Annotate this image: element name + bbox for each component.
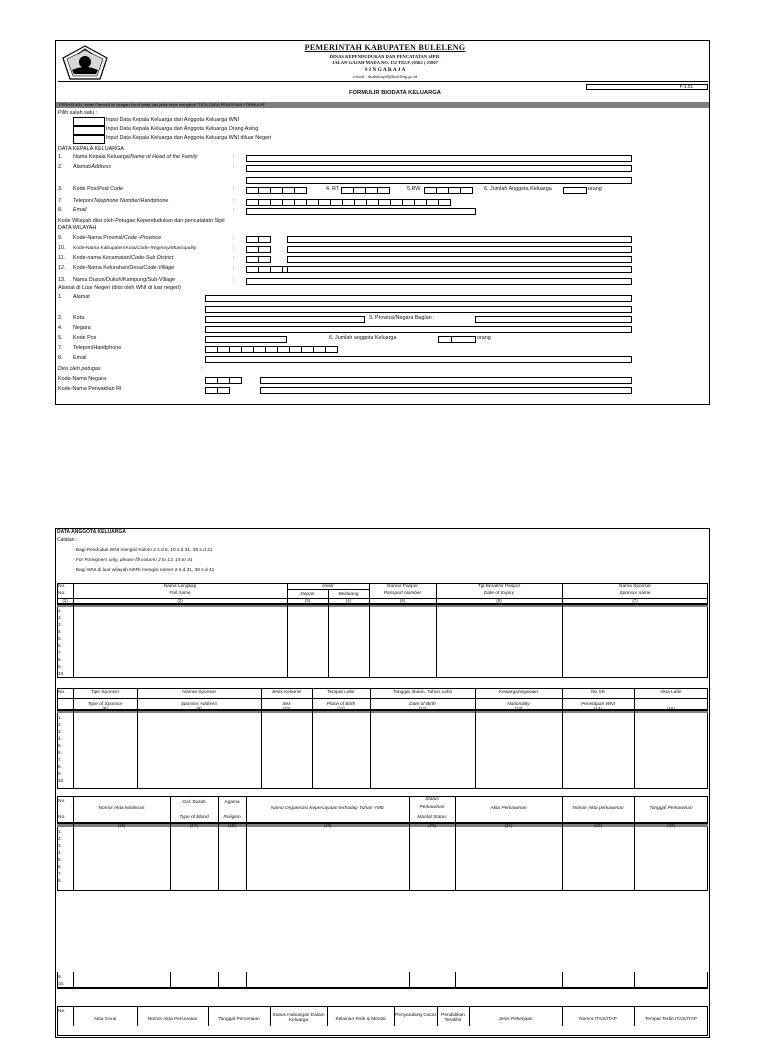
embassy-name-input[interactable] (260, 387, 632, 394)
t3-row-number: 5. (58, 857, 62, 862)
t3-col-divider (409, 796, 410, 891)
t3-h-marital: Marital Status (417, 815, 447, 820)
t4-h-tgl-cerai: Tanggal Perceraian (218, 1017, 260, 1022)
t1-row-number: 2. (58, 615, 62, 620)
field-11-label-en: Code-Sub District (131, 255, 174, 261)
t2-h-sk: No SK (591, 690, 605, 695)
t2-row-number: 8. (58, 764, 62, 769)
family-count-unit: orang (588, 186, 602, 192)
instruction-bar (56, 102, 709, 108)
t2-col-divider (634, 688, 635, 789)
ln-field-8-label: Email (73, 355, 87, 361)
ln-field-8-number: 8. (58, 355, 63, 361)
ln-phone-cells[interactable] (205, 346, 337, 353)
t2-h-jk-en: Sex (282, 702, 291, 707)
t3-row-number: 7. (58, 871, 62, 876)
t4-col-divider (562, 1006, 563, 1026)
ln-city-input[interactable] (205, 316, 365, 323)
t3-h-nomor-akta-kawin: Nomor Akta perkawinan (572, 806, 624, 811)
t3-h-no-2: No. (58, 815, 66, 820)
t3-col-divider (218, 796, 219, 891)
t3-row-number: 8. (58, 878, 62, 883)
t2-row-number: 6. (58, 750, 62, 755)
field-7-label-tail: /Handphone (139, 198, 169, 204)
t3-colnum: (20) (428, 823, 436, 828)
field-10-label-id: Kode-Nama Kabupaten/Kota/ (73, 246, 137, 251)
t2-colnum: (14) (594, 706, 602, 711)
t1-colnum: (5) (399, 598, 406, 603)
t1-h-depan: Depan (300, 592, 315, 597)
department-name: DINAS KEPENDUDUKAN DAN PENCATATAN SIPIL (329, 54, 441, 59)
field-2-number: 2. (58, 164, 63, 170)
t2-h-tipe-en: Type of Sponsor (87, 702, 123, 707)
country-code-label: Kode-Nama Negara (58, 376, 106, 382)
family-count-label: 6. Jumlah Anggota Keluarga (484, 186, 552, 192)
ln-province-label: 3. Provinsi/Negara Bagian : (369, 315, 435, 321)
t4-h-pendidikan: Pendidikan Terakhir (441, 1013, 465, 1023)
field-9-label-id: Kode-Nama Provinsi/ (73, 235, 124, 241)
t3-row-number: 4. (58, 850, 62, 855)
catatan-note-1: - Bagi Penduduk WNI mengisi Kolom 2 s.d 6, 10 s.d 31, 38 s.d 41 (73, 548, 213, 553)
t1-row-number: 1. (58, 608, 62, 613)
field-13-colon: : (233, 277, 235, 283)
ln-address-input-2[interactable] (205, 306, 632, 313)
province-code-cells[interactable] (246, 236, 270, 243)
wilayah-note: Kode Wilayah diisi oleh Petugas Kependudukan dan pencatatatn Sipil (58, 218, 225, 224)
t4-h-no: No. (58, 1009, 66, 1014)
t4-h-pekerjaan: Jenis Pekerjaan (498, 1017, 533, 1022)
t1-colnum: (4) (345, 598, 352, 603)
field-10-number: 10. (58, 245, 66, 251)
field-7-colon: : (233, 198, 235, 204)
field-12-label-id: Kode-Nama Kelurahan/Desa/ (73, 265, 144, 271)
t2-h-alamat: Alamat Sponsor (181, 690, 217, 695)
t2-colnum: (11) (337, 706, 345, 711)
t2-h-no: No. (58, 690, 66, 695)
t2-h-tipe: Tipe Sponsor (90, 690, 120, 695)
family-count-input[interactable] (563, 187, 587, 194)
province-name-input[interactable] (287, 236, 632, 243)
field-7-label-id: Telepon/ (73, 198, 94, 204)
t1-colnum: (6) (496, 598, 502, 603)
postcode-cells[interactable] (246, 187, 306, 194)
t2-row-number: 7. (58, 757, 62, 762)
t1-gelar-rule (287, 589, 369, 590)
t4-h-cacat: Penyandang Cacat (395, 1013, 436, 1018)
t1-row-number: 4. (58, 629, 62, 634)
field-9-colon: : (233, 235, 235, 241)
field-12-label-en: Code-Village (143, 265, 175, 271)
t1-colnum: (1) (62, 598, 68, 603)
t3-tail-divider (455, 972, 456, 987)
t3-tail-divider (409, 972, 410, 987)
t1-row-number: 7. (58, 650, 62, 655)
t4-col-divider (469, 1006, 470, 1026)
t2-h-alamat-en: Sponsor Address (180, 702, 218, 707)
ln-postcode-input[interactable] (205, 336, 287, 343)
t2-colnum: (10) (282, 706, 291, 711)
t1-row-number: 3. (58, 622, 62, 627)
regency-code-cells[interactable] (246, 246, 270, 253)
t2-colnum: (12) (418, 706, 427, 711)
petugas-note: Diisi oleh petugas (58, 366, 101, 372)
ln-family-count-cells[interactable] (438, 336, 475, 343)
ln-field-1-label: Alamat (73, 294, 90, 300)
field-8-number: 8. (58, 207, 63, 213)
t1-row-number: 8. (58, 657, 62, 662)
t2-row-number: 2. (58, 722, 62, 727)
field-1-label-id: Nama Kepala Keluarga/ (73, 154, 131, 160)
emblem-logo (60, 44, 110, 82)
field-8-colon: : (233, 207, 235, 213)
ln-email-input[interactable] (205, 356, 632, 363)
t1-row-number: 5. (58, 636, 62, 641)
t3-colnum: (23) (667, 823, 675, 828)
header-divider (58, 81, 708, 82)
t3-h-tgl-kawin: Tanggal Perkawinan (649, 806, 693, 811)
ln-country-input[interactable] (205, 326, 632, 333)
section-data-wilayah: DATA WILAYAH (58, 225, 97, 231)
t2-number-bar (57, 711, 708, 713)
t3-row-number: 9. (58, 974, 62, 979)
t2-h-kw-en: Nationality (507, 702, 530, 707)
t3-h-perkawinan: Perkawinan (419, 805, 445, 810)
t3-h-org: Nama Organisasi Kepercayaan terhadap Tuhan YME (270, 806, 385, 811)
ln-field-7-number: 7. (58, 345, 63, 351)
t4-h-shdk: Status Hubungan Dalam Keluarga (272, 1013, 325, 1023)
t1-h-paspor: Nomor Paspor (387, 584, 418, 589)
t2-colnum: (13) (514, 706, 523, 711)
form-code-box (586, 84, 708, 90)
field-11-label-id: Kode-nama Kecamatan/ (73, 255, 132, 261)
t3-tail-divider (73, 972, 74, 987)
t1-h-paspor-en: Passport Number (383, 591, 422, 596)
t3-row-number: 6. (58, 864, 62, 869)
t3-h-akta-kawin: Akta Perkawinan (490, 806, 527, 811)
t1-row-number: 9. (58, 664, 62, 669)
t2-h-jk: Jenis Kelamin (271, 690, 302, 695)
t3-tail-divider (218, 972, 219, 987)
ln-field-4-number: 4. (58, 325, 63, 331)
rw-cells[interactable] (424, 187, 472, 194)
ln-field-5-number: 5. (58, 335, 63, 341)
catatan-note-3: - Bagi WNI di luar wilayah NKRI mengisi nomer 2 s.d 31, 38 s.d 41 (73, 568, 215, 573)
t4-h-terbit-itas: Tempat Terbit ITAS/ITAP (645, 1017, 697, 1022)
t3-h-agama-en: Religion (223, 815, 241, 820)
t2-row-number: 10. (58, 778, 65, 783)
ln-field-5-label: Kode Pos (73, 335, 97, 341)
field-11-colon: : (233, 255, 235, 261)
t3-tail-divider (170, 972, 171, 987)
rt-cells[interactable] (341, 187, 389, 194)
country-name-input[interactable] (260, 377, 632, 384)
field-3-label-en: Post Code (97, 186, 124, 192)
field-10-label (73, 245, 196, 252)
t2-row-number: 9. (58, 771, 62, 776)
catatan-label: Catatan : (57, 537, 78, 543)
field-12-colon: : (233, 265, 235, 271)
ln-address-input-1[interactable] (205, 295, 632, 302)
office-address: JALAN GAJAH MADA NO. 152 TELP. (0362 ) 25807 (332, 60, 438, 65)
field-7-label (73, 198, 168, 205)
t3-tail-divider (634, 972, 635, 987)
field-7-number: 7. (58, 198, 63, 204)
t2-colnum: (15) (667, 706, 675, 711)
t2-h-tl: Tempat Lahir (327, 690, 355, 695)
field-11-number: 11. (58, 255, 66, 261)
t3-row-number: 3. (58, 843, 62, 848)
t1-h-tgl-en: Date of Expiry (483, 591, 515, 596)
embassy-code-label: Kode-Nama Perwakilan RI (58, 386, 122, 392)
t4-h-cerai: Akta Cerai (93, 1017, 117, 1022)
t2-colnum: (8) (102, 706, 108, 711)
t3-h-akta: Nomor Akta kelahiran (98, 806, 145, 811)
section-alamat-luar-negeri: Alamat di Luar Negeri (diisi oleh WNI di luar negeri) (58, 285, 181, 291)
t4-col-divider (634, 1006, 635, 1026)
ln-family-count-unit: orang (477, 335, 491, 341)
t2-row-number: 5. (58, 743, 62, 748)
org-name: PEMERINTAH KABUPATEN BULELENG (304, 43, 466, 52)
district-code-cells[interactable] (246, 256, 270, 263)
field-1-label-en: Name of Head of the Family (130, 154, 198, 160)
t2-row-number: 3. (58, 729, 62, 734)
ln-field-4-label: Negara (73, 325, 91, 331)
t1-h-sponsor-en: Sponsor name (619, 591, 651, 596)
t1-h-gelar: Gelar (322, 584, 334, 589)
country-code-cells[interactable] (205, 377, 241, 384)
t2-h-tl-en: Place of Birth (326, 702, 356, 707)
embassy-code-cells[interactable] (205, 387, 229, 394)
field-1-colon: : (233, 154, 235, 160)
field-1-number: 1. (58, 154, 63, 160)
field-1-label (73, 154, 197, 161)
field-12-number: 12. (58, 265, 66, 271)
field-10-colon: : (233, 245, 235, 251)
t3-colnum: (19) (323, 823, 332, 828)
ln-field-2-number: 2. (58, 315, 63, 321)
t1-row-number: 10. (58, 671, 65, 676)
choice-label-wni: Input Data Kepala Keluarga dan Anggota Keluarga WNI (106, 117, 240, 123)
field-2-colon: : (233, 164, 235, 170)
field-9-number: 9. (58, 235, 63, 241)
address-input-line-1[interactable] (246, 165, 632, 172)
field-13-number: 13. (58, 277, 66, 283)
choice-box-luar-negeri[interactable] (73, 135, 105, 144)
ln-field-1-number: 1. (58, 294, 63, 300)
district-name-input[interactable] (287, 256, 632, 263)
choice-box-wni[interactable] (73, 117, 105, 126)
rt-label: 4. RT (326, 186, 340, 192)
regency-name-input[interactable] (287, 246, 632, 253)
t2-colnum: (9) (196, 706, 202, 711)
form-title: FORMULIR BIODATA KELUARGA (349, 90, 441, 96)
t1-h-nama-en: Full name (169, 591, 191, 596)
rw-label: 5.RW (407, 186, 421, 192)
field-3-colon: : (233, 186, 235, 192)
t1-row-number: 6. (58, 643, 62, 648)
t3-col-divider (170, 796, 171, 891)
t2-h-tgl-en: Date of Birth (409, 702, 436, 707)
instruction-text: PERHATIAN : Isilah Formulir ini dengan huruf cetak dan jelas serta mengikuti "TATA CARA PENGISIAN FORMULIR" (59, 102, 266, 107)
t3-tail-divider (562, 972, 563, 987)
t4-col-divider (208, 1006, 209, 1026)
section-kepala-keluarga: DATA KEPALA KELUARGA (58, 146, 124, 152)
t3-row-number: 10. (58, 981, 65, 986)
t3-colnum: (22) (594, 823, 602, 828)
t3-colnum: (21) (504, 823, 513, 828)
t3-row-number: 2. (58, 836, 62, 841)
choice-box-asing[interactable] (73, 126, 105, 135)
field-13-label: Nama Dusun/Dukuh/Kampung/Sub-Village (73, 277, 176, 283)
email-input[interactable] (246, 208, 476, 215)
t1-number-bar (57, 605, 708, 607)
t3-h-status: Status (425, 797, 439, 802)
t1-h-no: No. (58, 584, 66, 589)
t1-h-no-2: No. (58, 591, 66, 596)
choice-label-asing: Input Data Kepala Keluarga dan Anggota Keluarga Orang Asing (106, 126, 259, 132)
t3-h-agama: Agama (224, 800, 240, 805)
field-3-number: 3. (58, 186, 63, 192)
petugas-colon: : (201, 366, 203, 372)
t1-colnum: (3) (304, 598, 311, 603)
field-9-label (73, 235, 161, 242)
t3-row-number: 1. (58, 829, 62, 834)
choice-prompt: Pilih salah satu : (58, 110, 98, 116)
catatan-note-2: - For Foreigners only, please fill column 2 to 13, 15 to 41 (73, 558, 193, 563)
t3-h-gol: Gol. Darah (182, 800, 206, 805)
t3-colnum: (17) (190, 823, 198, 828)
ln-field-7-label: Telepon/Handphone (73, 345, 122, 351)
ln-province-input[interactable] (475, 316, 632, 323)
t1-h-belakang: Belakang (338, 592, 359, 597)
field-2-label-id: Alamat/ (73, 164, 92, 170)
ln-field-2-label: Kota (73, 315, 85, 321)
village-name-input[interactable] (287, 266, 632, 273)
t2-header-mid (57, 698, 708, 699)
field-8-label: Email (73, 207, 87, 213)
t2-row-number: 4. (58, 736, 62, 741)
t3-tail-bottom (57, 987, 708, 989)
field-9-label-en: Code -Province (123, 235, 162, 241)
field-12-label (73, 265, 174, 272)
phone-cells[interactable] (246, 199, 450, 206)
subvillage-input[interactable] (246, 278, 632, 285)
t1-colnum: (7) (632, 598, 638, 603)
ln-family-count-label: 6. Jumlah anggota Keluarga (329, 335, 397, 341)
office-email: e-mail : disdukcapil@buleleng.go.id (352, 74, 418, 79)
t2-row-number: 1. (58, 715, 62, 720)
t2-h-kw: Kewarganegaraan (498, 690, 539, 695)
head-name-input[interactable] (246, 155, 632, 162)
t1-h-tgl: Tgl Berakhir Paspor (477, 584, 521, 589)
t4-col-divider (327, 1006, 328, 1026)
choice-label-luar-negeri: Input Data Kepala Keluarga dan Anggota Keluarga WNI diluar Negeri (106, 135, 272, 141)
t3-h-no: No. (58, 799, 66, 804)
form-code: F-1.01 (679, 84, 693, 89)
field-3-label (73, 186, 123, 193)
city-name: S I N G A R A J A (364, 67, 406, 73)
t3-colnum: (16) (117, 823, 126, 828)
t3-tail-divider (246, 972, 247, 987)
t3-colnum: (18) (228, 823, 236, 828)
t4-h-itas: Nomor ITAS/ITAP (579, 1017, 617, 1022)
t4-col-divider (73, 1006, 74, 1026)
t4-h-nomor-cerai: Nomor Akta Perceraian (147, 1017, 198, 1022)
t2-h-akta: Akta Lahir (660, 690, 682, 695)
field-7-label-en: Telephone Number (93, 198, 140, 204)
field-3-label-id: Kode Pos/ (73, 186, 98, 192)
t4-col-divider (137, 1006, 138, 1026)
address-input-line-2[interactable] (246, 177, 632, 184)
t1-h-sponsor: Nama Sponsor (619, 584, 651, 589)
field-10-label-en: Code-Regency/Municipality (136, 246, 197, 251)
t2-h-sk-en: Penetapan WNI (581, 702, 615, 707)
t3-h-gol-en: Type of Blood (179, 815, 209, 820)
t1-colnum: (2) (177, 598, 183, 603)
t4-h-fisik: Kelainan Fisik & Mental (335, 1017, 386, 1022)
field-2-label (73, 164, 111, 171)
t1-h-nama: Nama Lengkap (163, 584, 197, 589)
section-anggota-keluarga: DATA ANGGOTA KELUARGA (57, 529, 126, 535)
t2-h-tgl: Tanggal, Bulan, Tahun Lahir (392, 690, 453, 695)
field-2-label-en: Address (91, 164, 112, 170)
field-11-label (73, 255, 173, 262)
